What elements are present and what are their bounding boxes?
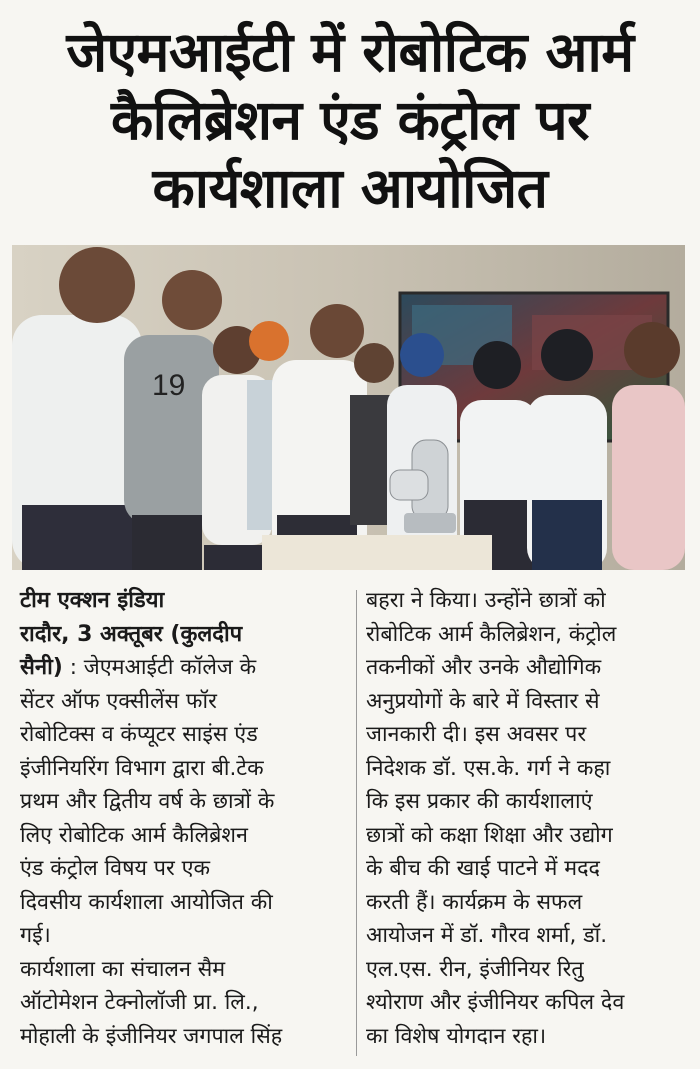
- table: [262, 535, 492, 570]
- body-line: छात्रों को कक्षा शिक्षा और उद्योग: [366, 822, 613, 848]
- body-line: : जेएमआईटी कॉलेज के: [69, 655, 257, 680]
- news-photo: [12, 245, 685, 570]
- body-line: मोहाली के इंजीनियर जगपाल सिंह: [20, 1023, 283, 1049]
- headline: [10, 18, 690, 222]
- dateline-line-1: रादौर, 3 अक्तूबर (कुलदीप: [20, 621, 243, 647]
- body-line: तकनीकों और उनके औद्योगिक: [366, 655, 602, 680]
- dateline-author-end: सैनी): [20, 655, 63, 680]
- body-line: कार्यशाला का संचालन सैम: [20, 956, 226, 982]
- byline: टीम एक्शन इंडिया: [20, 588, 165, 613]
- body-line: सेंटर ऑफ एक्सीलेंस फॉर: [20, 688, 217, 714]
- body-line: अनुप्रयोगों के बारे में विस्तार से: [366, 688, 600, 714]
- body-line: इंजीनियरिंग विभाग द्वारा बी.टेक: [20, 755, 264, 781]
- body-line: बहरा ने किया। उन्होंने छात्रों को: [366, 588, 606, 613]
- body-line: का विशेष योगदान रहा।: [366, 1023, 547, 1049]
- headline-line-1: जेएमआईटी में रोबोटिक आर्म: [66, 20, 634, 84]
- body-line: लिए रोबोटिक आर्म कैलिब्रेशन: [20, 822, 248, 848]
- shirt-number: 19: [152, 369, 186, 402]
- body-line: ऑटोमेशन टेक्नोलॉजी प्रा. लि.,: [20, 990, 259, 1015]
- body-line: के बीच की खाई पाटने में मदद: [366, 856, 600, 881]
- body-line: एल.एस. रीन, इंजीनियर रितु: [366, 956, 584, 982]
- body-line: प्रथम और द्वितीय वर्ष के छात्रों के: [20, 789, 275, 814]
- body-line: कि इस प्रकार की कार्यशालाएं: [366, 789, 593, 814]
- body-line: दिवसीय कार्यशाला आयोजित की: [20, 889, 273, 915]
- body-line: करती हैं। कार्यक्रम के सफल: [366, 889, 583, 915]
- body-line: रोबोटिक्स व कंप्यूटर साइंस एंड: [20, 722, 258, 747]
- photo-illustration: [12, 245, 685, 570]
- body-line: श्योराण और इंजीनियर कपिल देव: [366, 990, 625, 1015]
- body-line: रोबोटिक आर्म कैलिब्रेशन, कंट्रोल: [366, 621, 617, 647]
- article-column-right: [366, 584, 688, 1053]
- headline-line-2: कैलिब्रेशन एंड कंट्रोल पर: [110, 88, 590, 152]
- body-line: जानकारी दी। इस अवसर पर: [366, 722, 587, 747]
- body-line: आयोजन में डॉ. गौरव शर्मा, डॉ.: [366, 923, 608, 948]
- article-column-left: [20, 584, 350, 1053]
- headline-line-3: कार्यशाला आयोजित: [152, 156, 548, 220]
- body-line: एंड कंट्रोल विषय पर एक: [20, 856, 211, 881]
- column-divider: [356, 590, 357, 1056]
- dateline-line-2: [20, 651, 350, 685]
- body-line: निदेशक डॉ. एस.के. गर्ग ने कहा: [366, 755, 611, 781]
- body-line: गई।: [20, 923, 51, 948]
